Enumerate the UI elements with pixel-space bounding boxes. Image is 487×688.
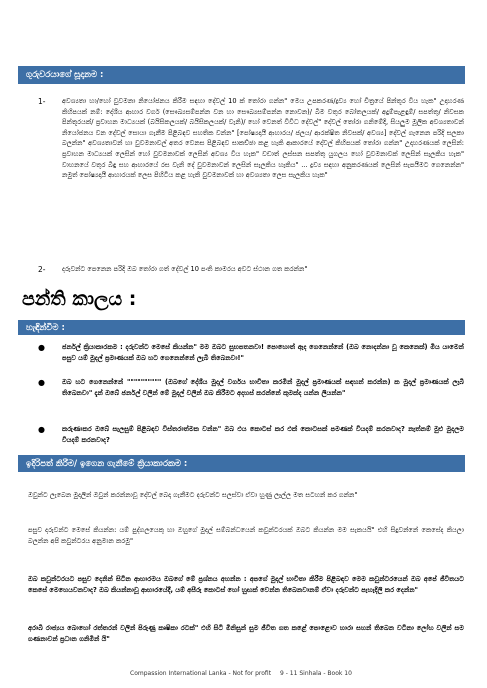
footer-organization: Compassion International Lanka - Not for profit xyxy=(130,670,272,677)
intro-bullet-3: කරුණාකර ඔබේ සැලසුම් පිළිබඳව විස්තරාත්මක වන්න" ඔබ එය කොටස් කර එක් කොටසක් පමණක් වියදම් කරනවාද? නැත්නම් මුළු මුදලම වියදම් කරනවාද? xyxy=(62,425,464,444)
bullet-icon: ● xyxy=(38,343,45,352)
bullet-icon: ● xyxy=(38,378,45,387)
presentation-paragraph-1: ඔවුන්ට ලැබෙන මුදලින් ඔවුන් කරන්නාවූ දේවල් බෙදා ගැනීමට දරුවන්ට සලස්වා ඒවා හුණු ලෑල්ල මත සටහන් කර ගන්න" xyxy=(28,491,358,499)
list-number: 2- xyxy=(38,265,46,274)
section-title-text: හැඳින්වීම : xyxy=(26,322,65,333)
bullet-icon: ● xyxy=(38,425,45,434)
presentation-paragraph-2: පසුව දරුවන්ට මෙසේ කියන්න: යම් පුද්ගලයෙකු හා ඔහුගේ මුදල් සම්බන්ධයෙන් කවුන්ටරයක් ඔබට කියන්න මම සැකයයි" එහි සිදුවන්නේ කෙසේද කියලා බලන්න අපි කවුන්ටරය අනුමාන කරමු" xyxy=(28,526,464,545)
footer-book-reference: 9 - 11 Sinhala - Book 10 xyxy=(280,670,352,677)
section-title-text: ගුරුවරයාගේ සූදානම : xyxy=(26,70,104,80)
presentation-paragraph-3: ඔබ කවුන්ටරයට පසුව දෙනින් සිටින ආහාරමය ඔබගේ මේ ප්‍රශ්නය අහන්න : අපගේ මුදල් භාවිතා කිරීම පිළිබඳව මෙම කවුන්ටරයෙන් ඔබ අපේ ජීවිතයට කෙසේ මෙහෙයවනවාද? ඔබ කියන්නාවූ ආභාරයේදී, යම් අසීරු කොටස් හෝ හුඟක් වෙන්න තිබෙනවානම් ඒවා දරුවන්ට පැහැදිලි කර දෙන්න" xyxy=(28,575,464,594)
section-title-introduction xyxy=(18,320,465,335)
intro-bullet-2: ඔබ හට ගෙනෙන්නේ """""""""" (ඔබගේ දේශීය මුදල් වර්ගය භාවිතා කරමින් මුදල් ප්‍රමාණයක් සඳහන් කරන්න) ක මුදල් ප්‍රමාණයක් ලැබී තිබෙනවා" දැන් ඔබේ ජර්නල් වලින් මේ මුදල් වලින් ඔබ කිරීමට අදහස් කරන්නේ කුමක්ද යන්න ලියන්න" xyxy=(62,378,464,397)
class-time-heading: පන්ති කාලය : xyxy=(22,288,137,310)
section-title-text: ඉදිරිපත් කිරීම/ ඉගෙන ගැනීමේ ක්‍රියාකාරකම : xyxy=(26,458,188,469)
prep-item-1: අවශ්‍යතා හා/හෝ වුවමනා නියෝජනය කිරීම සඳහා දේවල් 10 ක් තෝරා ගන්න" මෙය උපකරණ/ද්‍රව්‍ය හෝ චිත්‍රයේ පින්තූර විය හැක" උදාහරණ කිහිපයක් නම්: දේශීය ආහාර වර්ග (සෞඛ්‍යසම්පන්න වන හා සෞඛ්‍යසම්පන්න නොවන)/ බීම වතුර බෝතලයක්/ අදුම්පැළඳුම්/ සපත්තු/ නිවසක පින්තූරයක්/ ප්‍රවාහන මාධ්‍යයක් (බයිසිකලයක්/ බයිසිකලයක්/ වැනි)/ හෝ වෙනත් විවිධ දේවල්" දේවල් තෝරා ගනිමේදි, සියලුම මූලික අවශ්‍යතාවන් නියෝජනය වන දේවල් සොයා ගැනීම පිළිබඳව සහතික වන්න" [පෝෂ්‍යදායී ආහාරය/ ජලය/ ආරක්ෂිත නිවසක්/ අවශ්‍ය] දේවල් ගැනෙන පරිදි සලකා බලන්න" අවශ්‍යතාවන් හා වුවමනාවල් අතර වෙනස පිළිබඳව සාකච්ඡා කළ හැකි ආකාරයේ දේවල් කිහිපයක් තෝරා ගන්න" උදාහරණයක් ලෙසින්: ප්‍රවාහන මාධ්‍යයක් ලෙසින් හෝ වුවමනාවක් ලෙසින් අවශ්‍ය විය හැක" වඩාත් ලස්සන සපත්තු යුගලය හෝ වුවමනාවක් ලෙසින් සැලකිය හැක" වාහනයේ වතුර බිඳු සහ ආහාරයේ රස වැනි දේ වුවමනාවන් ලෙසින් සැලකිය හැකිය" ... ද්‍රව්‍ය සඳහා අනුකරණයක් ලෙසින් සැපයීමට ගෙනෙන්න" නමුත් පෝෂ්‍යදායී ආහාරයක් ලෙස පිහිටිය කළ හැකි වුවමනාවක් හා අවශ්‍යතා ලෙස සැලකිය හැක" xyxy=(62,97,464,180)
list-number: 1- xyxy=(38,97,46,106)
intro-bullet-1: ජර්නල් ක්‍රියාකාරකම : දරුවන්ට මෙසේ කියන්න" මම ඔබට සුභපතනවා! පොහොත් ඇද ගෙනෙන්නේ (ඔබ නොදන්නා වූ කෙනෙක්) මිය යාමෙන් පසුව යම් මුදල් ප්‍රමාණයක් ඔබ හට ගෙනෙන්නේ ලැබී තිබෙනවා!" xyxy=(62,343,464,362)
presentation-paragraph-4: අරාබි රාජ්‍යය බොහෝ රත්තරන් වලින් පිරුණු කෘෂිකා රටක්" එහි සිටි මිනිසුන් සුම ජීවිත ගත කළේ පොළොව හාරා සහන් තිබෙන වටිනා ලෝහ වලින් සම ගණනාවන් ප්‍රධාන ගනිමින් යි" xyxy=(28,624,464,643)
section-title-teacher-prep xyxy=(18,66,465,84)
prep-item-2: දරුවන්ට පෙනෙන පරිදි ඔබ තෝරා ගත් දේවල් 10 පංති කාමරය අවට ස්ථාන ගත කරන්න" xyxy=(62,265,308,273)
section-title-presentation xyxy=(18,455,465,472)
